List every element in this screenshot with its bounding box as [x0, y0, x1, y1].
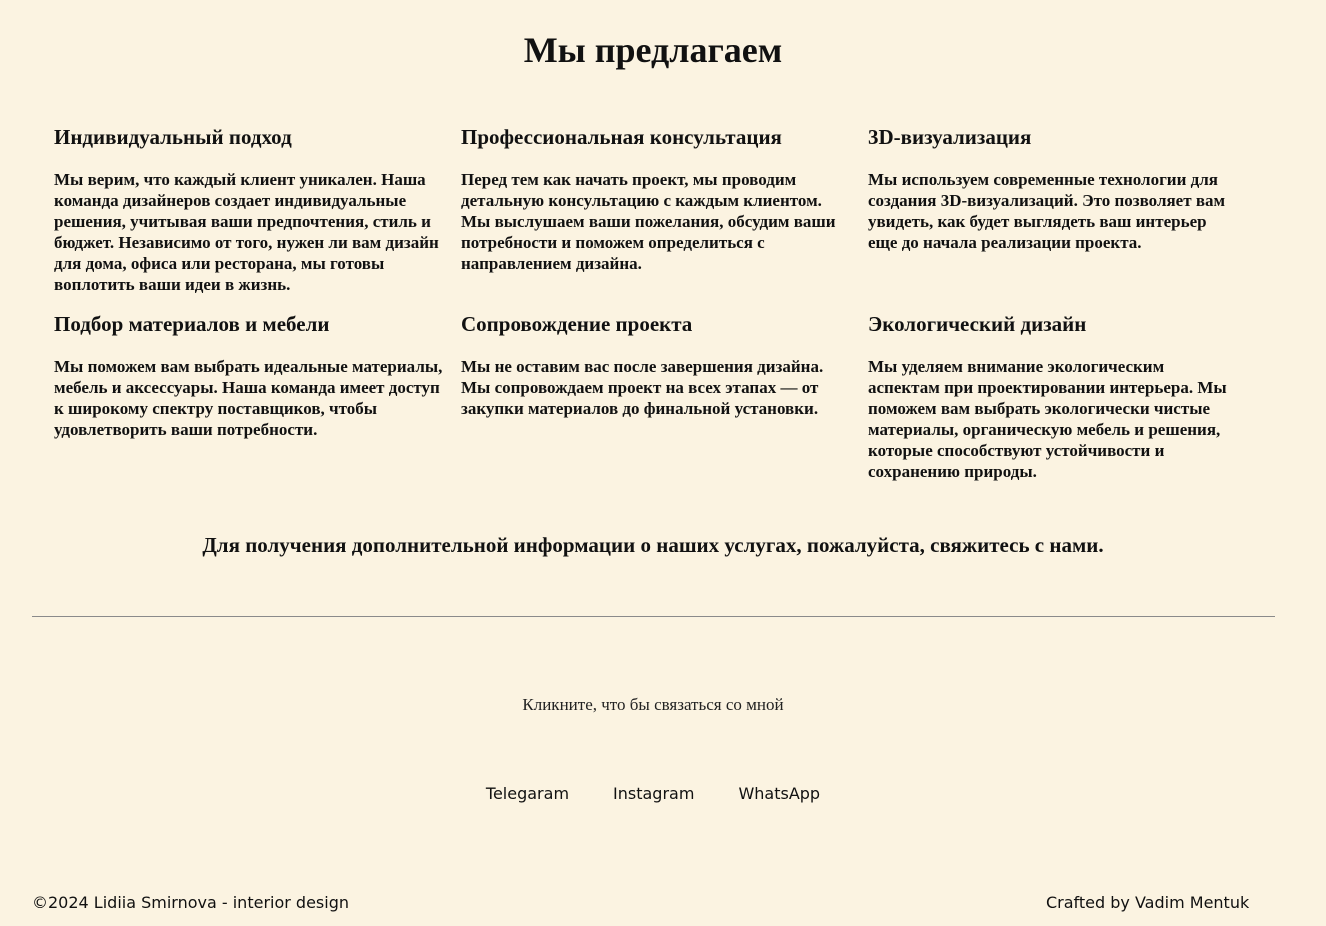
service-card-materials	[54, 310, 461, 482]
footer-credit: Crafted by Vadim Mentuk	[1046, 893, 1250, 912]
instagram-link[interactable]: Instagram	[613, 784, 695, 803]
service-card-consultation	[461, 123, 868, 310]
contact-prompt: Кликните, что бы связаться со мной	[522, 695, 784, 714]
service-text: Перед тем как начать проект, мы проводим детальную консультацию с каждым клиентом. Мы выслушаем ваши пожелания, обсудим ваши потребности и поможем определиться с направлением дизайна.	[461, 170, 836, 273]
service-text: Мы верим, что каждый клиент уникален. Наша команда дизайнеров создает индивидуальные решения, учитывая ваши предпочтения, стиль и бюджет. Независимо от того, нужен ли вам дизайн для дома, офиса или ресторана, мы готовы воплотить ваши идеи в жизнь.	[54, 170, 439, 294]
divider	[32, 616, 1275, 617]
service-card-eco	[868, 310, 1254, 482]
services-grid	[54, 123, 1254, 482]
service-text: Мы используем современные технологии для создания 3D-визуализаций. Это позволяет вам увидеть, как будет выглядеть ваш интерьер еще до начала реализации проекта.	[868, 170, 1226, 252]
section-title: Мы предлагаем	[523, 30, 783, 70]
footer-copyright: ©2024 Lidiia Smirnova - interior design	[32, 893, 349, 912]
cta-text: Для получения дополнительной информации о наших услугах, пожалуйста, свяжитесь с нами.	[202, 533, 1104, 557]
service-card-individual	[54, 123, 461, 310]
service-title: Подбор материалов и мебели	[54, 312, 330, 336]
service-text: Мы не оставим вас после завершения дизайна. Мы сопровождаем проект на всех этапах — от закупки материалов до финальной установки.	[461, 357, 824, 418]
service-title: Индивидуальный подход	[54, 125, 292, 149]
service-title: 3D-визуализация	[868, 125, 1032, 149]
service-text: Мы уделяем внимание экологическим аспектам при проектировании интерьера. Мы поможем вам выбрать экологически чистые материалы, органическую мебель и решения, которые способствуют устойчивости и сохранению природы.	[868, 357, 1227, 481]
service-title: Сопровождение проекта	[461, 312, 693, 336]
whatsapp-link[interactable]: WhatsApp	[738, 784, 821, 803]
service-title: Профессиональная консультация	[461, 125, 782, 149]
service-card-support	[461, 310, 868, 482]
telegram-link[interactable]: Telegaram	[485, 784, 570, 803]
service-card-3d	[868, 123, 1254, 310]
service-text: Мы поможем вам выбрать идеальные материалы, мебель и аксессуары. Наша команда имеет доступ к широкому спектру поставщиков, чтобы удовлетворить ваши потребности.	[54, 357, 443, 439]
service-title: Экологический дизайн	[868, 312, 1087, 336]
social-links	[0, 783, 1306, 805]
